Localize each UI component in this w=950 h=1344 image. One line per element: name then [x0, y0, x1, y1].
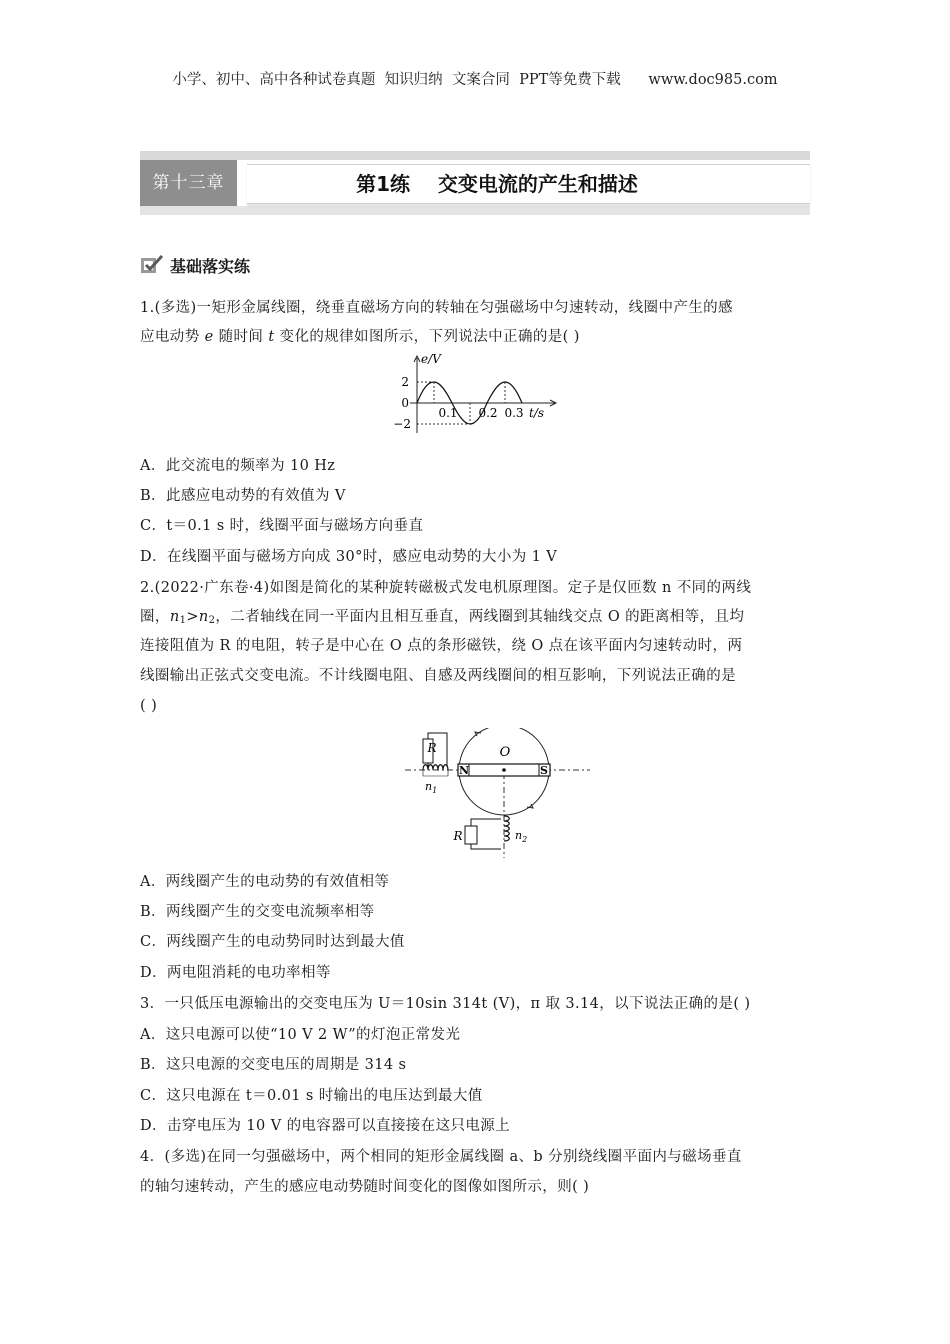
q2-stem-line-4: 线圈输出正弦式交变电流。不计线圈电阻、自感及两线圈间的相互影响，下列说法正确的是	[140, 668, 736, 684]
q2-stem-text: 圈，	[140, 609, 170, 625]
q3-option-c: C．这只电源在 t＝0.01 s 时输出的电压达到最大值	[140, 1088, 483, 1104]
q1-option-b: B．此感应电动势的有效值为 V	[140, 488, 346, 504]
q4-stem-line-2: 的轴匀速转动，产生的感应电动势随时间变化的图像如图所示，则( )	[140, 1179, 590, 1195]
q1-var-e: e	[204, 329, 214, 345]
q2-subscript: 2	[208, 615, 216, 626]
q1-stem-line-1: 1.(多选)一矩形金属线圈，绕垂直磁场方向的转轴在匀强磁场中匀速转动，线圈中产生的感	[140, 300, 733, 316]
q2-option-d: D．两电阻消耗的电功率相等	[140, 965, 331, 981]
section-label: 基础落实练	[170, 256, 251, 276]
coil-n2-var: n	[515, 829, 523, 842]
q2-stem-line-3: 连接阻值为 R 的电阻，转子是中心在 O 点的条形磁铁，绕 O 点在该平面内匀速转动时，两	[140, 638, 743, 654]
x-tick-label: 0.2	[478, 406, 498, 420]
site-header: 小学、初中、高中各种试卷真题 知识归纳 文案合同 PPT等免费下载 www.doc985.com	[172, 72, 778, 88]
resistor-1-label: R	[427, 741, 437, 755]
q2-var-n: n	[169, 609, 180, 625]
q3-option-d: D．击穿电压为 10 V 的电容器可以直接接在这只电源上	[140, 1118, 511, 1134]
q2-option-b: B．两线圈产生的交变电流频率相等	[140, 904, 375, 920]
coil-n2-label	[515, 829, 527, 844]
banner-bottom-band	[140, 206, 810, 215]
south-pole-label: S	[540, 764, 548, 777]
center-point	[502, 768, 506, 772]
q2-var-n: n	[198, 609, 209, 625]
title-box	[247, 164, 810, 204]
north-pole-label: N	[459, 764, 470, 777]
q2-option-a: A．两线圈产生的电动势的有效值相等	[140, 874, 390, 890]
page-title: 第1练 交变电流的产生和描述	[356, 172, 638, 196]
coil-n2-subscript: 2	[522, 835, 528, 844]
chapter-banner	[140, 151, 810, 215]
x-axis-label: t/s	[529, 406, 545, 420]
x-tick-label: 0.3	[504, 406, 524, 420]
q2-generator-diagram	[395, 728, 595, 863]
resistor-2-label: R	[453, 829, 463, 843]
q1-option-a: A．此交流电的频率为 10 Hz	[140, 458, 336, 474]
q4-stem-line-1: 4．(多选)在同一匀强磁场中，两个相同的矩形金属线圈 a、b 分别绕线圈平面内与磁场垂直	[140, 1149, 742, 1165]
resistor-2	[465, 826, 477, 844]
q3-stem-line-1: 3．一只低压电源输出的交变电压为 U＝10sin 314t (V)，π 取 3.14，以下说法正确的是( )	[140, 996, 751, 1012]
q2-option-c: C．两线圈产生的电动势同时达到最大值	[140, 934, 405, 950]
q1-var-t: t	[268, 329, 275, 345]
q2-gt-sign: >	[186, 609, 199, 625]
y-tick-label: 2	[401, 375, 409, 389]
q1-option-d: D．在线圈平面与磁场方向成 30°时，感应电动势的大小为 1 V	[140, 549, 558, 565]
coil-n1	[423, 765, 448, 770]
q2-stem-line-5: ( )	[140, 698, 158, 714]
y-axis-label: e/V	[421, 353, 441, 366]
q1-emf-graph	[390, 353, 570, 438]
section-heading	[140, 252, 250, 278]
q2-subscript: 1	[179, 615, 187, 626]
coil-n1-base	[423, 770, 448, 776]
banner-top-band	[140, 151, 810, 160]
q2-stem-line-1: 2.(2022·广东卷·4)如图是简化的某种旋转磁极式发电机原理图。定子是仅匝数 n 不同的两线	[140, 580, 752, 596]
q2-stem-text: ，二者轴线在同一平面内且相互垂直，两线圈到其轴线交点 O 的距离相等，且均	[215, 609, 745, 625]
center-label-o: O	[499, 745, 511, 760]
coil-n1-subscript: 1	[432, 786, 438, 795]
q3-option-a: A．这只电源可以使“10 V 2 W”的灯泡正常发光	[140, 1027, 461, 1043]
q3-option-b: B．这只电源的交变电压的周期是 314 s	[140, 1057, 407, 1073]
x-tick-label: 0.1	[438, 406, 458, 420]
q1-stem-text: 变化的规律如图所示，下列说法中正确的是( )	[274, 329, 580, 345]
coil-n2	[504, 816, 509, 841]
coil-n1-label	[425, 780, 437, 795]
chapter-label: 第十三章	[140, 160, 237, 206]
q1-stem-line-2	[140, 327, 810, 347]
q2-stem-line-2	[140, 607, 810, 631]
y-tick-label: 0	[401, 396, 409, 410]
q1-stem-text: 应电动势	[140, 329, 205, 345]
y-tick-label: −2	[393, 417, 411, 431]
q1-option-c: C．t＝0.1 s 时，线圈平面与磁场方向垂直	[140, 518, 424, 534]
q1-stem-text: 随时间	[213, 329, 269, 345]
coil-n1-var: n	[425, 780, 433, 793]
checkbox-check-icon	[140, 255, 164, 275]
